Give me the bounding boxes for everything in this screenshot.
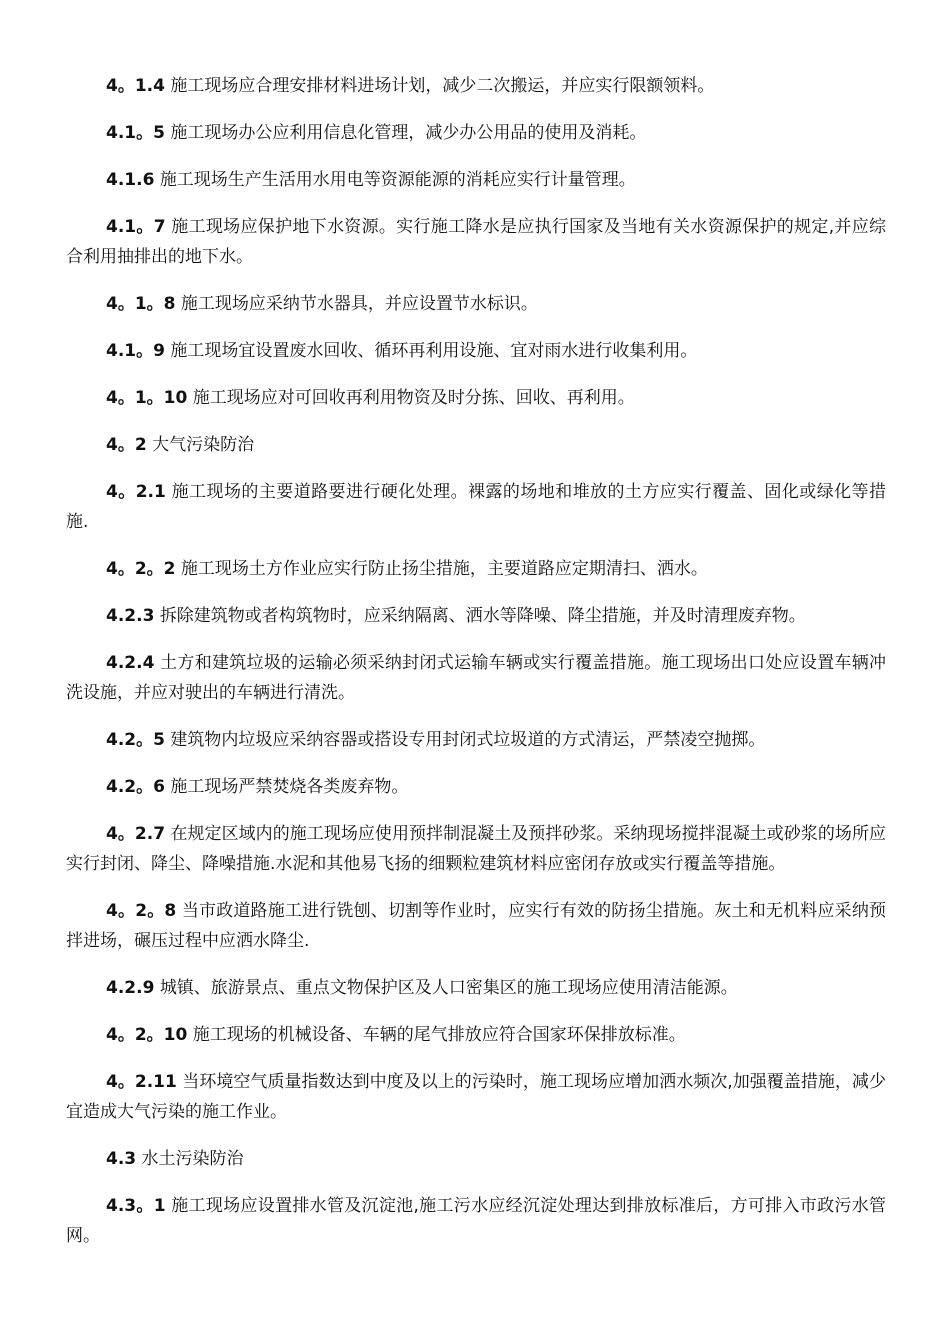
clause-4-1-4 bbox=[66, 71, 886, 101]
clause-number: 4。2.1 bbox=[106, 482, 166, 502]
clause-text: 施工现场宜设置废水回收、循环再利用设施、宜对雨水进行收集利用。 bbox=[170, 341, 698, 361]
clause-4-1-10 bbox=[66, 383, 886, 413]
clause-number: 4.3。1 bbox=[106, 1196, 166, 1216]
clause-number: 4.1。9 bbox=[106, 341, 165, 361]
clause-4-2-10 bbox=[66, 1020, 886, 1050]
clause-number: 4。1.4 bbox=[106, 76, 165, 96]
clause-4-2-1 bbox=[66, 477, 886, 537]
section-heading-4-2 bbox=[66, 430, 886, 460]
clause-number: 4。2。8 bbox=[106, 901, 177, 921]
clause-number: 4.2.3 bbox=[106, 606, 155, 626]
clause-text: 施工现场的机械设备、车辆的尾气排放应符合国家环保排放标准。 bbox=[192, 1025, 686, 1045]
clause-4-1-8 bbox=[66, 289, 886, 319]
clause-text: 施工现场生产生活用水用电等资源能源的消耗应实行计量管理。 bbox=[159, 170, 636, 190]
clause-number: 4.1。7 bbox=[106, 217, 166, 237]
clause-text: 施工现场应采纳节水器具，并应设置节水标识。 bbox=[180, 294, 538, 314]
clause-4-2-11 bbox=[66, 1067, 886, 1127]
clause-number: 4。1。8 bbox=[106, 294, 176, 314]
clause-4-2-9 bbox=[66, 973, 886, 1003]
clause-4-1-5 bbox=[66, 118, 886, 148]
section-number: 4.3 bbox=[106, 1149, 137, 1169]
clause-text: 施工现场应保护地下水资源。实行施工降水是应执行国家及当地有关水资源保护的规定,并应综合利用抽排出的地下水。 bbox=[66, 217, 886, 267]
clause-number: 4。2。2 bbox=[106, 559, 176, 579]
clause-number: 4。2.11 bbox=[106, 1072, 177, 1092]
clause-number: 4.1.6 bbox=[106, 170, 155, 190]
clause-4-2-8 bbox=[66, 896, 886, 956]
clause-4-2-4 bbox=[66, 648, 886, 708]
clause-number: 4.2。5 bbox=[106, 730, 165, 750]
clause-text: 施工现场应对可回收再利用物资及时分拣、回收、再利用。 bbox=[192, 388, 635, 408]
section-title: 大气污染防治 bbox=[152, 435, 255, 455]
clause-text: 城镇、旅游景点、重点文物保护区及人口密集区的施工现场应使用清洁能源。 bbox=[159, 978, 738, 998]
clause-text: 施工现场严禁焚烧各类废弃物。 bbox=[170, 777, 409, 797]
section-number: 4。2 bbox=[106, 435, 147, 455]
clause-4-2-7 bbox=[66, 819, 886, 879]
clause-text: 施工现场办公应利用信息化管理，减少办公用品的使用及消耗。 bbox=[170, 123, 647, 143]
clause-text: 施工现场应设置排水管及沉淀池,施工污水应经沉淀处理达到排放标准后，方可排入市政污水管网。 bbox=[66, 1196, 886, 1246]
clause-4-2-2 bbox=[66, 554, 886, 584]
clause-number: 4。2.7 bbox=[106, 824, 166, 844]
clause-4-1-6 bbox=[66, 165, 886, 195]
clause-text: 拆除建筑物或者构筑物时，应采纳隔离、洒水等降噪、降尘措施，并及时清理废弃物。 bbox=[159, 606, 806, 626]
section-heading-4-3 bbox=[66, 1144, 886, 1174]
clause-text: 建筑物内垃圾应采纳容器或搭设专用封闭式垃圾道的方式清运，严禁凌空抛掷。 bbox=[170, 730, 766, 750]
clause-text: 当市政道路施工进行铣刨、切割等作业时，应实行有效的防扬尘措施。灰土和无机料应采纳预拌进场，碾压过程中应洒水降尘. bbox=[66, 901, 887, 951]
clause-text: 施工现场的主要道路要进行硬化处理。裸露的场地和堆放的土方应实行覆盖、固化或绿化等措施. bbox=[66, 482, 886, 532]
clause-text: 土方和建筑垃圾的运输必须采纳封闭式运输车辆或实行覆盖措施。施工现场出口处应设置车辆冲洗设施，并应对驶出的车辆进行清洗。 bbox=[66, 653, 887, 703]
clause-number: 4.2.4 bbox=[106, 653, 155, 673]
clause-text: 当环境空气质量指数达到中度及以上的污染时，施工现场应增加洒水频次,加强覆盖措施，减少宜造成大气污染的施工作业。 bbox=[66, 1072, 886, 1122]
clause-4-2-6 bbox=[66, 772, 886, 802]
clause-4-2-5 bbox=[66, 725, 886, 755]
document-body bbox=[66, 71, 886, 1268]
clause-4-1-7 bbox=[66, 212, 886, 272]
clause-text: 施工现场应合理安排材料进场计划，减少二次搬运，并应实行限额领料。 bbox=[170, 76, 715, 96]
clause-4-1-9 bbox=[66, 336, 886, 366]
clause-number: 4.2。6 bbox=[106, 777, 165, 797]
clause-text: 施工现场土方作业应实行防止扬尘措施，主要道路应定期清扫、洒水。 bbox=[180, 559, 708, 579]
clause-text: 在规定区域内的施工现场应使用预拌制混凝土及预拌砂浆。采纳现场搅拌混凝土或砂浆的场所应实行封闭、降尘、降噪措施.水泥和其他易飞扬的细颗粒建筑材料应密闭存放或实行覆盖等措施。 bbox=[66, 824, 887, 874]
clause-number: 4.1。5 bbox=[106, 123, 165, 143]
clause-4-3-1 bbox=[66, 1191, 886, 1251]
clause-4-2-3 bbox=[66, 601, 886, 631]
clause-number: 4。1。10 bbox=[106, 388, 188, 408]
clause-number: 4。2。10 bbox=[106, 1025, 188, 1045]
section-title: 水土污染防治 bbox=[141, 1149, 244, 1169]
clause-number: 4.2.9 bbox=[106, 978, 155, 998]
